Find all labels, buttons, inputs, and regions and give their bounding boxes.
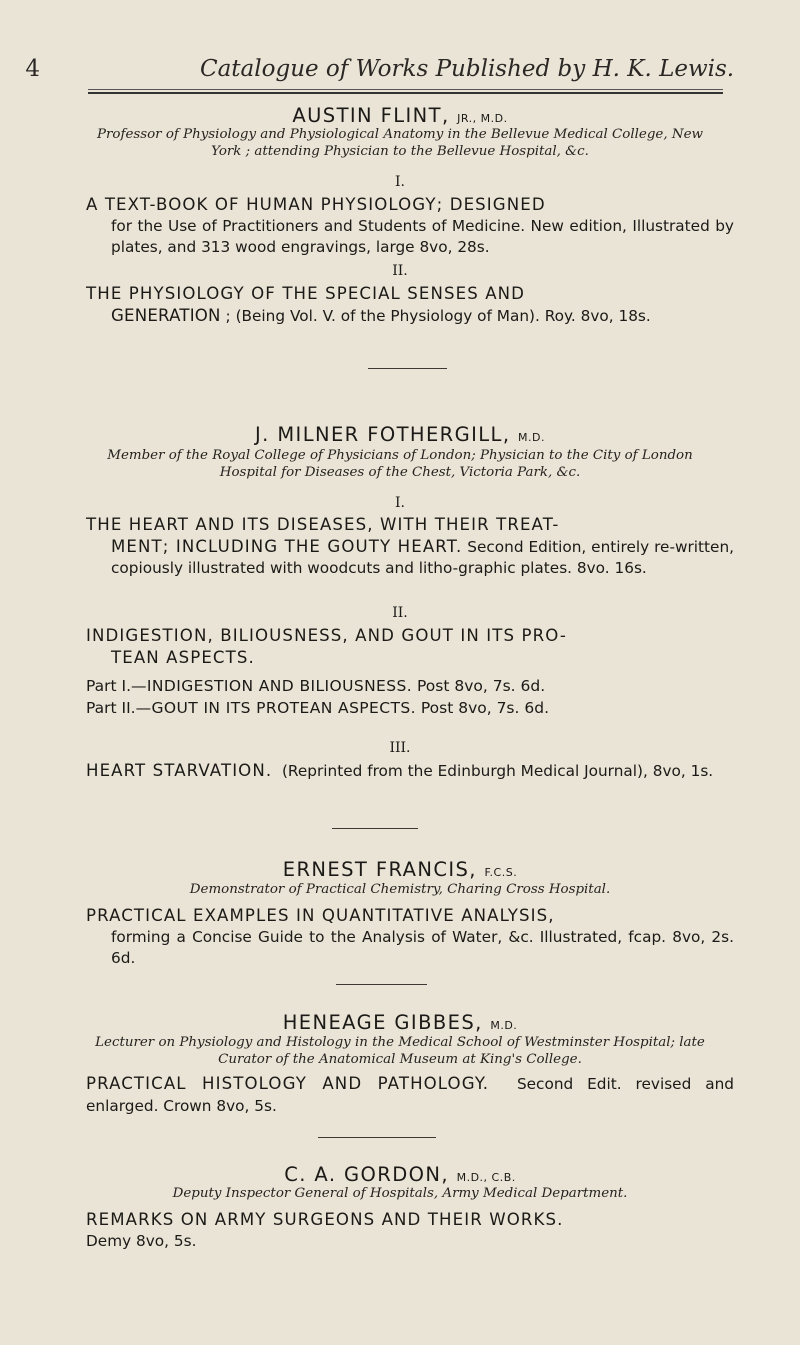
work-title: PRACTICAL EXAMPLES IN QUANTITATIVE ANALYSIS,	[86, 906, 555, 925]
work-description: Demy 8vo, 5s.	[86, 1231, 197, 1250]
work-title: REMARKS ON ARMY SURGEONS AND THEIR WORKS.	[86, 1210, 564, 1229]
work-part	[86, 677, 736, 695]
author-heading	[0, 104, 800, 127]
part-title: —GOUT IN ITS PROTEAN ASPECTS.	[135, 699, 416, 717]
work-description: ; (Being Vol. V. of the Physiology of Man). Roy. 8vo, 18s.	[225, 306, 651, 325]
work-numeral: III.	[389, 740, 411, 756]
affiliation-line: Deputy Inspector General of Hospitals, Army Medical Department.	[172, 1186, 628, 1201]
work-description: for the Use of Practitioners and Students of Medicine. New edition, Illustrated by plates, and 313 wood engravings, large 8vo, 28s.	[111, 216, 734, 256]
affiliation-line: Hospital for Diseases of the Chest, Victoria Park, &c.	[219, 465, 581, 480]
work-title: HEART STARVATION.	[86, 761, 273, 780]
work-description: Second Edition, entirely re-written, copiously illustrated with woodcuts and litho-graphic plates. 8vo. 16s.	[111, 537, 734, 577]
author-affiliation	[62, 881, 738, 898]
work-numeral: I.	[395, 174, 405, 190]
work-title-continued: GENERATION	[111, 305, 221, 325]
work-description-block	[86, 305, 734, 328]
author-degrees: M.D., C.B.	[456, 1171, 516, 1184]
author-name: AUSTIN FLINT,	[292, 104, 450, 127]
work-title: INDIGESTION, BILIOUSNESS, AND GOUT IN ITS PRO-	[86, 626, 567, 645]
section-divider	[318, 1137, 436, 1138]
author-affiliation	[62, 1185, 738, 1202]
page-number: 4	[25, 56, 40, 82]
work-entry	[86, 194, 734, 259]
work-numeral: II.	[392, 263, 408, 279]
author-affiliation	[62, 1034, 738, 1068]
part-label: Part II.	[86, 699, 136, 717]
author-name: HENEAGE GIBBES,	[282, 1011, 483, 1034]
work-title: A TEXT-BOOK OF HUMAN PHYSIOLOGY; DESIGNED	[86, 195, 546, 214]
affiliation-line: Professor of Physiology and Physiological Anatomy in the Bellevue Medical College, New	[97, 127, 703, 142]
author-name: ERNEST FRANCIS,	[282, 858, 477, 881]
author-affiliation	[62, 126, 738, 160]
header-rule-thick	[88, 92, 723, 94]
part-label: Part I.	[86, 677, 132, 695]
author-affiliation	[62, 447, 738, 481]
author-degrees: M.D.	[518, 431, 546, 444]
work-numeral: I.	[395, 495, 405, 511]
work-numeral: II.	[392, 605, 408, 621]
author-degrees: JR., M.D.	[457, 112, 508, 125]
author-degrees: M.D.	[490, 1019, 518, 1032]
part-detail: Post 8vo, 7s. 6d.	[420, 699, 549, 717]
author-degrees: F.C.S.	[484, 866, 518, 879]
work-entry	[86, 625, 734, 668]
work-description: Second Edit. revised and enlarged. Crown 8vo, 5s.	[86, 1075, 734, 1115]
part-detail: Post 8vo, 7s. 6d.	[417, 677, 546, 695]
work-description: forming a Concise Guide to the Analysis of Water, &c. Illustrated, fcap. 8vo, 2s. 6d.	[111, 927, 734, 967]
affiliation-line: Member of the Royal College of Physicians of London; Physician to the City of London	[107, 448, 693, 463]
running-title: Catalogue of Works Published by H. K. Lewis.	[200, 56, 735, 82]
author-name: J. MILNER FOTHERGILL,	[254, 423, 511, 446]
author-heading	[0, 858, 800, 881]
work-part	[86, 699, 736, 717]
section-divider	[368, 368, 447, 369]
work-title: THE HEART AND ITS DISEASES, WITH THEIR TREAT-	[86, 515, 560, 534]
work-entry	[86, 283, 734, 327]
work-entry	[86, 760, 734, 783]
affiliation-line: Demonstrator of Practical Chemistry, Charing Cross Hospital.	[189, 882, 611, 897]
part-title: —INDIGESTION AND BILIOUSNESS.	[131, 677, 413, 695]
header-rule-thin	[88, 89, 723, 90]
author-heading	[0, 1163, 800, 1186]
section-divider	[332, 828, 418, 829]
author-name: C. A. GORDON,	[284, 1163, 449, 1186]
work-description: (Reprinted from the Edinburgh Medical Journal), 8vo, 1s.	[281, 762, 714, 780]
work-title: THE PHYSIOLOGY OF THE SPECIAL SENSES AND	[86, 284, 526, 303]
work-entry	[86, 1209, 734, 1252]
author-heading	[0, 423, 800, 446]
work-title-continued: TEAN ASPECTS.	[111, 647, 255, 667]
affiliation-line: Curator of the Anatomical Museum at King's College.	[218, 1052, 582, 1067]
work-entry	[86, 514, 734, 580]
author-heading	[0, 1011, 800, 1034]
work-title-continued: MENT; INCLUDING THE GOUTY HEART.	[111, 536, 463, 556]
section-divider	[336, 984, 427, 985]
affiliation-line: York ; attending Physician to the Bellevue Hospital, &c.	[211, 144, 589, 159]
work-description-block	[86, 536, 734, 580]
work-entry	[86, 905, 734, 970]
affiliation-line: Lecturer on Physiology and Histology in the Medical School of Westminster Hospital; late	[95, 1035, 705, 1050]
work-entry	[86, 1073, 734, 1117]
work-title: PRACTICAL HISTOLOGY AND PATHOLOGY.	[86, 1074, 490, 1093]
